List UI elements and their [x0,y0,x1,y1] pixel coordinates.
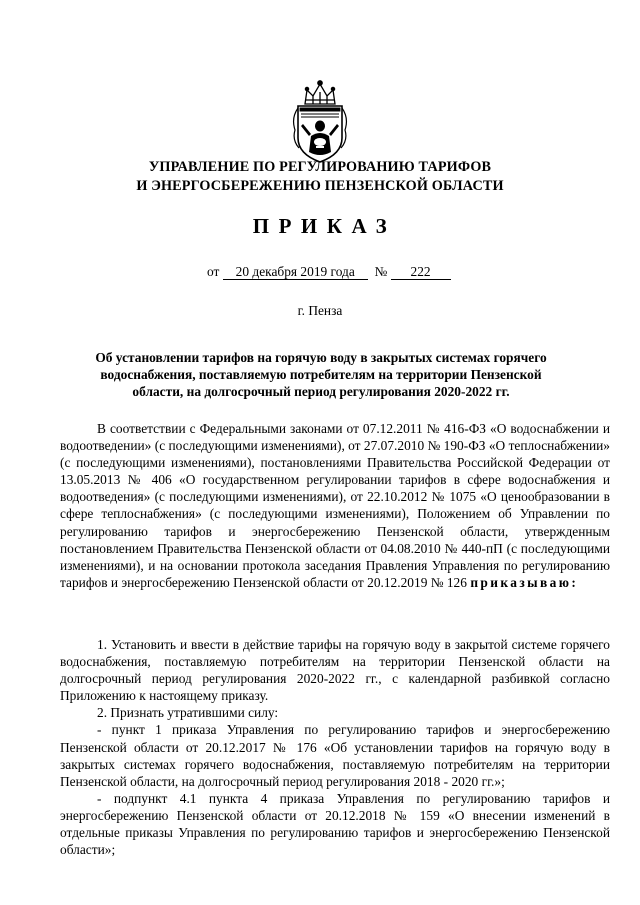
penza-coat-of-arms-emblem [283,78,357,164]
preamble-text: В соответствии с Федеральными законами от 07.12.2011 № 416-ФЗ «О водоснабжении и водоотведении» (с последующими изменениями), от 27.07.2010 № 190-ФЗ «О теплоснабжении» (с последующими изменениями), постановлениями Правительства Российской Федерации от 13.05.2013 № 406 «О государственном регулировании тарифов в сфере водоснабжения и водоотведения» (с последующими изменениями), от 22.10.2012 № 1075 «О ценообразовании в сфере теплоснабжения» (с последующими изменениями), Положением об Управлении по регулированию тарифов и энергосбережению Пензенской области, утвержденным постановлением Правительства Пензенской области от 04.08.2010 № 440-пП (с последующими изменениями), и на основании протокола заседания Правления Управления по регулированию тарифов и энергосбережению Пензенской области от 20.12.2019 № 126 [60,421,610,590]
order-item-2: 2. Признать утратившими силу: [97,705,279,721]
organization-name-line-2: И ЭНЕРГОСБЕРЕЖЕНИЮ ПЕНЗЕНСКОЙ ОБЛАСТИ [136,178,504,194]
order-date-number-line [207,264,451,280]
organization-name-line-1: УПРАВЛЕНИЕ ПО РЕГУЛИРОВАНИЮ ТАРИФОВ [148,159,492,175]
order-word: приказываю: [470,574,579,590]
order-items-block [60,636,610,858]
preamble-paragraph [60,420,610,591]
order-heading: Об установлении тарифов на горячую воду в закрытых системах горячего водоснабжения, поставляемую потребителям на территории Пензенской области, на долгосрочный период регулирования 2020-2022 гг. [95,350,547,399]
city: г. Пенза [297,303,343,318]
order-date: 20 декабря 2019 года [223,265,368,280]
order-number: 222 [391,265,451,280]
from-label: от [207,264,220,279]
preamble-block [60,420,610,591]
number-label: № [374,264,388,279]
order-item-1: 1. Установить и ввести в действие тарифы на горячую воду в закрытой системе горячего водоснабжения, поставляемую потребителям на территории Пензенской области на долгосрочный период регулирования 2020-2022 гг., с календарной разбивкой согласно Приложению к настоящему приказу. [60,637,610,704]
document-title: ПРИКАЗ [252,214,397,238]
order-item-2-b: - подпункт 4.1 пункта 4 приказа Управления по регулированию тарифов и энергосбережению Пензенской области от 20.12.2018 № 159 «О внесении изменений в отдельные приказы Управления по регулированию тарифов и энергосбережению Пензенской области»; [60,790,610,858]
order-item-2-a: - пункт 1 приказа Управления по регулированию тарифов и энергосбережению Пензенской области от 20.12.2017 № 176 «Об установлении тарифов на горячую воду в закрытых системах горячего водоснабжения, поставляемую потребителям на территории Пензенской области, на долгосрочный период регулирования 2018 - 2020 гг.»; [60,722,610,789]
